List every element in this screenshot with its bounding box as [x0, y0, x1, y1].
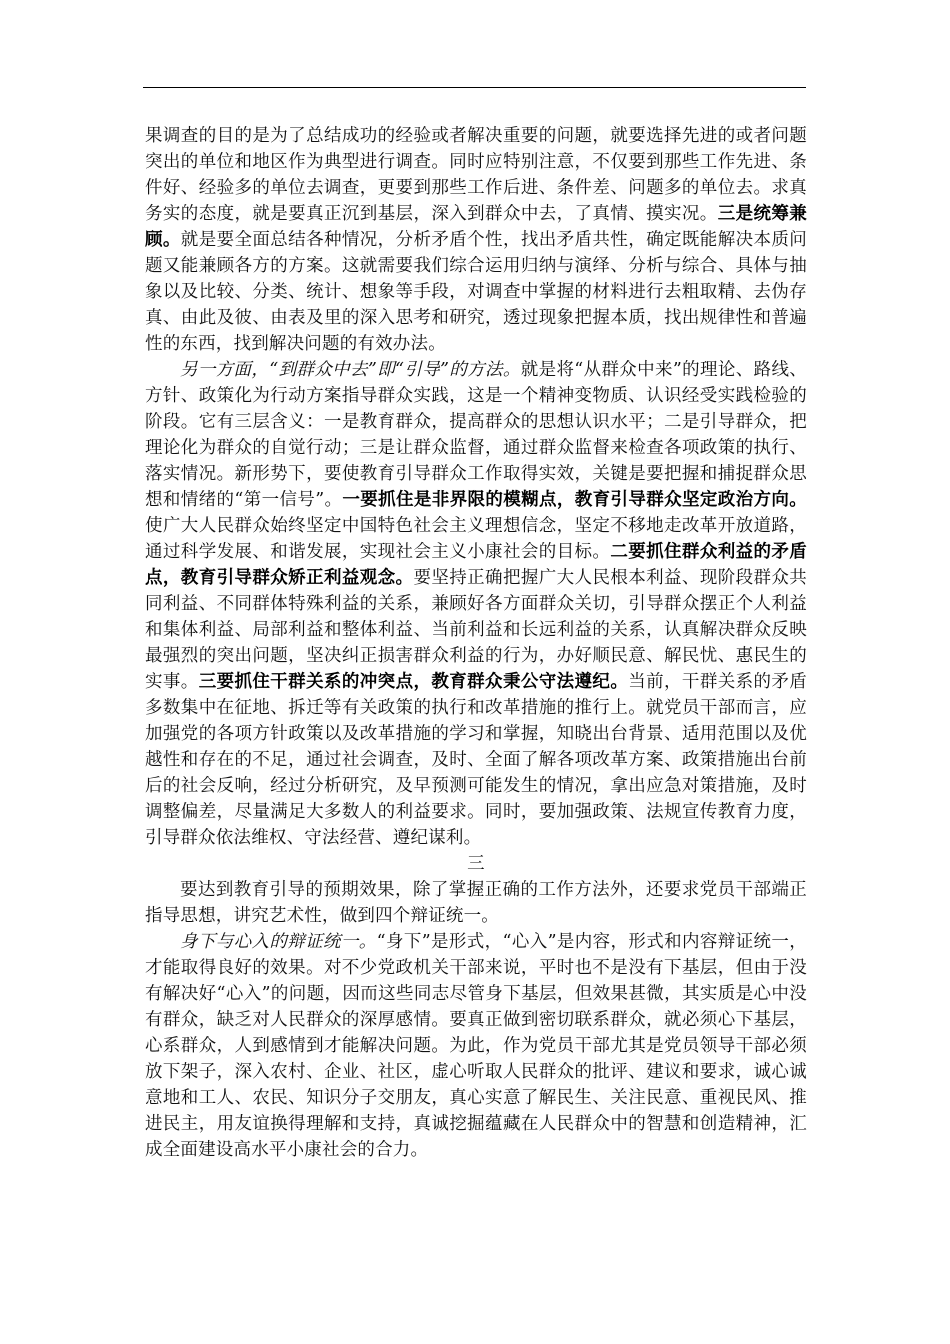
paragraph-1-text-2: 就是要全面总结各种情况，分析矛盾个性，找出矛盾共性，确定既能解决本质问题又能兼顾各方的方案。这就需要我们综合运用归纳与演绎、分析与综合、具体与抽象以及比较、分类、统计、想象等手段，对调查中掌握的材料进行去粗取精、去伪存真、由此及彼、由表及里的深入思考和研究，透过现象把握本质，找出规律性和普遍性的东西，找到解决问题的有效办法。 [145, 230, 807, 354]
paragraph-1 [145, 123, 807, 357]
paragraph-2-bold-1: 一要抓住是非界限的模糊点，教育引导群众坚定政治方向。 [342, 490, 807, 510]
paragraph-4 [145, 929, 807, 1163]
paragraph-2-bold-3: 三要抓住干群关系的冲突点，教育群众秉公守法遵纪。 [198, 672, 629, 692]
paragraph-2-text-1: 就是将“从群众中来”的理论、路线、方针、政策化为行动方案指导群众实践，这是一个精神变物质、认识经受实践检验的阶段。它有三层含义：一是教育群众，提高群众的思想认识水平；二是引导群众，把理论化为群众的自觉行动；三是让群众监督，通过群众监督来检查各项政策的执行、落实情况。新形势下，要使教育引导群众工作取得实效，关键是要把握和捕捉群众思想和情绪的“第一信号”。 [145, 360, 807, 510]
document-body [145, 123, 807, 1163]
paragraph-1-text-1: 果调查的目的是为了总结成功的经验或者解决重要的问题，就要选择先进的或者问题突出的单位和地区作为典型进行调查。同时应特别注意，不仅要到那些工作先进、条件好、经验多的单位去调查，更要到那些工作后进、条件差、问题多的单位去。求真务实的态度，就是要真正沉到基层，深入到群众中去，了真情、摸实况。 [145, 126, 807, 224]
paragraph-1-bold-1: 三是统筹兼顾。 [145, 204, 807, 250]
paragraph-2-text-3: 要坚持正确把握广大人民根本利益、现阶段群众共同利益、不同群体特殊利益的关系，兼顾好各方面群众关切，引导群众摆正个人利益和集体利益、局部利益和整体利益、当前利益和长远利益的关系，认真解决群众反映最强烈的突出问题，坚决纠正损害群众利益的行为，办好顺民意、解民忧、惠民生的实事。 [145, 568, 808, 692]
header-rule [143, 87, 806, 88]
paragraph-3 [145, 877, 807, 929]
paragraph-4-lead: 身下与心入的辩证统一。 [180, 932, 377, 952]
paragraph-2 [145, 357, 807, 851]
paragraph-2-text-4: 当前，干群关系的矛盾多数集中在征地、拆迁等有关政策的执行和改革措施的推行上。就党员干部而言，应加强党的各项方针政策以及改革措施的学习和掌握，知晓出台背景、适用范围以及优越性和存在的不足，通过社会调查，及时、全面了解各项改革方案、政策措施出台前后的社会反响，经过分析研究，及早预测可能发生的情况，拿出应急对策措施，及时调整偏差，尽量满足大多数人的利益要求。同时，要加强政策、法规宣传教育力度，引导群众依法维权、守法经营、遵纪谋利。 [145, 672, 808, 848]
paragraph-2-text-2: 使广大人民群众始终坚定中国特色社会主义理想信念，坚定不移地走改革开放道路，通过科学发展、和谐发展，实现社会主义小康社会的目标。 [145, 516, 807, 562]
paragraph-3-text-1: 要达到教育引导的预期效果，除了掌握正确的工作方法外，还要求党员干部端正指导思想，讲究艺术性，做到四个辩证统一。 [145, 880, 807, 926]
paragraph-2-lead: 另一方面，“到群众中去”即“引导”的方法。 [180, 360, 521, 380]
paragraph-2-bold-2: 二要抓住群众利益的矛盾点，教育引导群众矫正利益观念。 [145, 542, 807, 588]
paragraph-4-text-1: “身下”是形式，“心入”是内容，形式和内容辩证统一，才能取得良好的效果。对不少党政机关干部来说，平时也不是没有下基层，但由于没有解决好“心入”的问题，因而这些同志尽管身下基层，但效果甚微，其实质是心中没有群众，缺乏对人民群众的深厚感情。要真正做到密切联系群众，就必须心下基层，心系群众，人到感情到才能解决问题。为此，作为党员干部尤其是党员领导干部必须放下架子，深入农村、企业、社区，虚心听取人民群众的批评、建议和要求，诚心诚意地和工人、农民、知识分子交朋友，真心实意了解民生、关注民意、重视民风、推进民主，用友谊换得理解和支持，真诚挖掘蕴藏在人民群众中的智慧和创造精神，汇成全面建设高水平小康社会的合力。 [145, 932, 808, 1160]
section-title: 三 [467, 854, 485, 874]
